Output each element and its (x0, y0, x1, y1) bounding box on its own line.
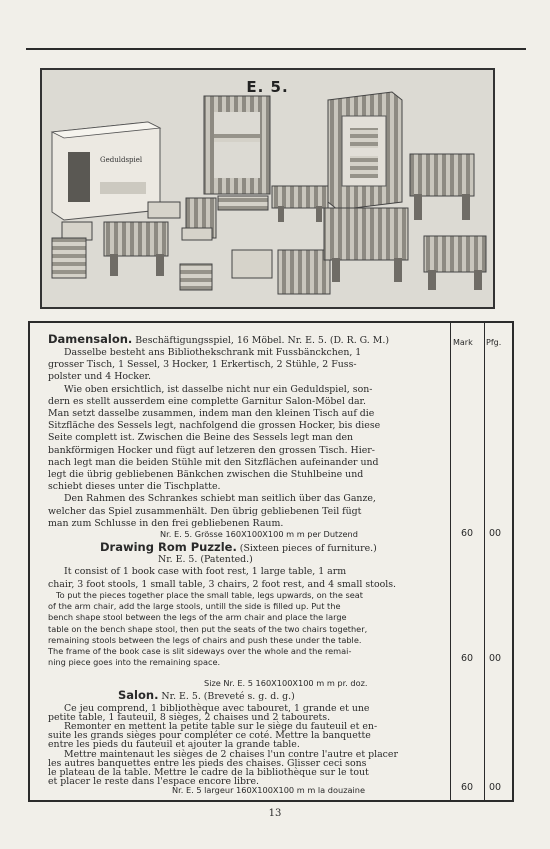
text-line: Mettre maintenaut les sièges de 2 chaises l'un contre l'autre et placer (64, 748, 398, 760)
section-title: Drawing Rom Puzzle. (100, 540, 237, 554)
section-subtitle: Nr. E. 5. (Breveté s. g. d. g.) (158, 691, 295, 702)
section-heading (48, 333, 389, 347)
column-header-mark: Mark (453, 338, 473, 347)
text-line: To put the pieces together place the small table, legs upwards, on the seat (56, 590, 363, 600)
text-line: et placer le reste dans l'espace encore libre. (48, 775, 260, 787)
text-line: petite table, 1 fauteuil, 8 sièges, 2 chaises und 2 tabourets. (48, 712, 331, 724)
column-divider (450, 321, 451, 802)
text-line: It consist of 1 book case with foot rest, 1 large table, 1 arm (64, 566, 347, 577)
text-line: schiebt dieses unter die Tischplatte. (48, 481, 221, 493)
section-title: Damensalon. (48, 332, 133, 346)
text-line: le plateau de la table. Mettre le cadre de la bibliothèque sur le tout (48, 766, 369, 778)
section-subtitle: Beschäftigungsspiel, 16 Möbel. Nr. E. 5. (D. R. G. M.) (132, 335, 390, 346)
price-pfg: 00 (489, 528, 502, 539)
bookcase-frame (204, 96, 270, 194)
text-line: grosser Tisch, 1 Sessel, 3 Hocker, 1 Erkertisch, 2 Stühle, 2 Fuss- (48, 359, 357, 371)
text-line: suite les grands sièges pour compléter ce coté. Mettre la banquette (48, 730, 371, 742)
puzzle-box (52, 122, 160, 220)
text-line: ning piece goes into the remaining space. (48, 657, 221, 668)
top-rule (26, 48, 526, 50)
cabinet (328, 92, 402, 210)
text-line: dern es stellt ausserdem eine complette Garnitur Salon-Möbel dar. (48, 395, 366, 407)
price-pfg: 00 (489, 782, 502, 793)
text-line: Dasselbe besteht ans Bibliothekschrank mit Fussbänckchen, 1 (64, 347, 362, 358)
price-pfg: 00 (489, 653, 502, 664)
column-header-pfg: Pfg. (486, 338, 502, 347)
text-line: legt die übrig gebliebenen Bänkchen zwischen die Stuhlbeine und (48, 469, 364, 480)
box-label: Geduldspiel (100, 156, 143, 164)
page-number: 13 (268, 808, 282, 819)
text-line: Remonter en mettent la petite table sur le siège du fauteuil et en- (64, 721, 378, 733)
size-line: Size Nr. E. 5 160X100X100 m m pr. doz. (204, 678, 368, 688)
text-line: bankförmigen Hocker und fügt auf letzeren den grossen Tisch. Hier- (48, 444, 375, 456)
price-mark: 60 (461, 653, 474, 664)
product-photo (40, 68, 495, 309)
price-mark: 60 (461, 528, 474, 539)
text-line: of the arm chair, add the large stools, untill the side is filled up. Put the (48, 601, 341, 612)
text-line: nach legt man die beiden Stühle mit den Sitzflächen aufeinander und (48, 456, 379, 468)
text-line: entre les pieds du fauteuil et ajouter la grande table. (48, 739, 300, 751)
section-number: Nr. E. 5. (Patented.) (158, 554, 253, 565)
section-subtitle: (Sixteen pieces of furniture.) (236, 543, 377, 554)
armchair (410, 154, 474, 220)
section-heading (118, 689, 295, 703)
text-line: table on the bench shape stool, then put the seats of the two chairs together, (48, 623, 368, 634)
text-line: Sitzfläche des Sessels legt, nachfolgend die grossen Hocker, bis diese (48, 420, 381, 432)
text-line: Seite complett ist. Zwischen die Beine des Sessels legt man den (48, 432, 354, 444)
text-line: Wie oben ersichtlich, ist dasselbe nicht nur ein Geduldspiel, son- (64, 383, 373, 395)
text-line: remaining stools between the legs of chairs and push these under the table. (48, 634, 362, 645)
text-line: The frame of the book case is slit sideways over the whole and the remai- (48, 646, 352, 656)
section-title: Salon. (118, 688, 159, 702)
furniture-illustration (42, 70, 493, 307)
size-line: Nr. E. 5 largeur 160X100X100 m m la douzaine (172, 785, 366, 795)
text-line: Den Rahmen des Schrankes schiebt man seitlich über das Ganze, (64, 493, 376, 505)
text-line: Man setzt dasselbe zusammen, indem man den kleinen Tisch auf die (48, 408, 375, 419)
size-line: Nr. E. 5. Grösse 160X100X100 m m per Dutzend (160, 529, 358, 539)
text-line: chair, 3 foot stools, 1 small table, 3 chairs, 2 foot rest, and 4 small stools. (48, 578, 397, 590)
text-line: man zum Schlusse in den frei gebliebenen Raum. (48, 517, 284, 529)
text-line: polster und 4 Hocker. (48, 371, 151, 383)
photo-label: E. 5. (246, 78, 289, 96)
text-line: Ce jeu comprend, 1 bibliothèque avec tabouret, 1 grande et une (64, 703, 370, 714)
text-line: bench shape stool between the legs of the arm chair and place the large (48, 612, 347, 623)
text-line: welcher das Spiel zusammenhält. Den übrig gebliebenen Teil fügt (48, 505, 362, 517)
column-divider (484, 321, 485, 802)
price-mark: 60 (461, 782, 474, 793)
text-line: les autres banquettes entre les pieds des chaises. Glisser ceci sons (48, 757, 367, 769)
